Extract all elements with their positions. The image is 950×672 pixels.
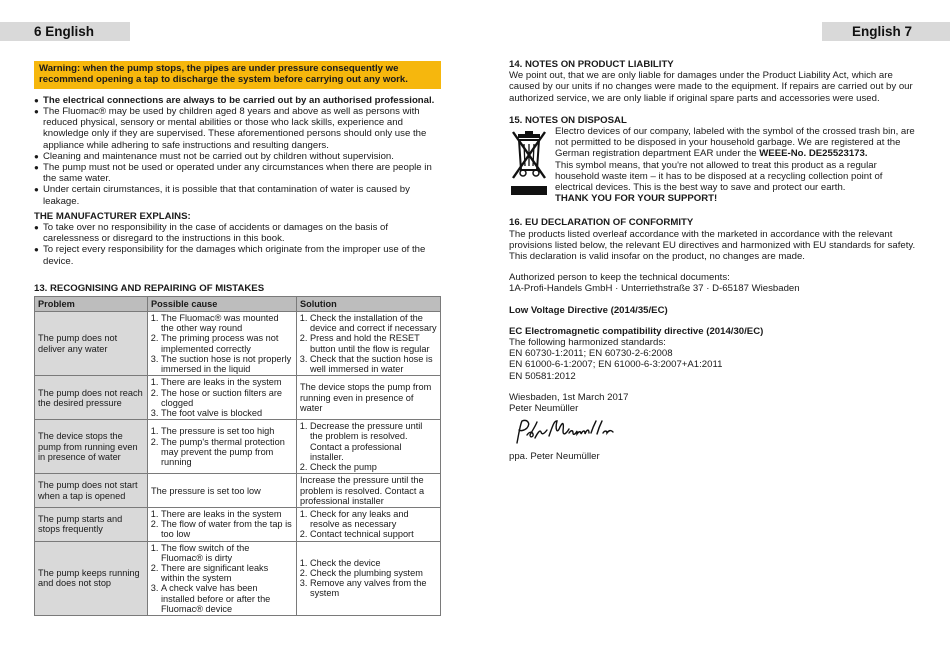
standard-item: EN 61000-6-1:2007; EN 61000-6-3:2007+A1:2011: [509, 359, 723, 371]
section-16-text: The products listed overleaf accordance with the marketed in accordance with the relevant provisions listed below, the relevant EU directives and harmonized with EU standards for safety. This declaration is valid insofar on the product, no changes are made.: [509, 228, 916, 263]
solution-item: 1. Decrease the pressure until the problem is resolved. Contact a professional installer.: [310, 421, 437, 462]
standard-item: EN 50581:2012: [509, 370, 576, 382]
weee-number: WEEE-No. DE25523173.: [759, 148, 868, 160]
section-13-title: 13. RECOGNISING AND REPAIRING OF MISTAKES: [34, 282, 265, 294]
table-row: [35, 507, 441, 541]
cause-item: 2. The hose or suction filters are clogged: [161, 388, 293, 408]
disposal-block: [509, 126, 919, 204]
solution-item: 2. Contact technical support: [310, 529, 437, 539]
standard-item: EN 60730-1:2011; EN 60730-2-6:2008: [509, 348, 673, 360]
cause-item: 2. There are significant leaks within the system: [161, 563, 293, 583]
cause-item: 2. The flow of water from the tap is too low: [161, 519, 293, 539]
bullet-item: ● Under certain cirumstances, it is possible that that contamination of water is caused by leakage.: [34, 184, 441, 206]
table-row: [35, 541, 441, 615]
solution-item: 1. Check for any leaks and resolve as necessary: [310, 509, 437, 529]
solution-cell: [297, 420, 441, 474]
bullet-item: ● The electrical connections are always to be carried out by an authorised professional.: [34, 95, 441, 106]
section-16-title: 16. EU DECLARATION OF CONFORMITY: [509, 217, 694, 229]
table-row: [35, 376, 441, 420]
solution-cell: [297, 507, 441, 541]
cause-item: 1. There are leaks in the system: [161, 509, 293, 519]
page-number-title-right: English 7: [852, 24, 913, 39]
cause-cell: [148, 376, 297, 420]
problem-cell: The device stops the pump from running even in presence of water: [35, 420, 148, 474]
table-row: [35, 474, 441, 508]
cause-item: 2. The priming process was not implemented correctly: [161, 333, 293, 353]
left-column: [34, 61, 441, 616]
section-14-text: We point out, that we are only liable for damages under the Product Liability Act, which are caused by our units if no changes were made to the equipment. If repairs are carried out by our authorized service, we are only liable if original spare parts and accessories were used.: [509, 70, 913, 104]
cause-item: 1. The flow switch of the Fluomac® is dirty: [161, 543, 293, 563]
problem-cell: The pump starts and stops frequently: [35, 507, 148, 541]
page-header-left: [0, 22, 130, 41]
bullet-item: ● The Fluomac® may be used by children aged 8 years and above as well as persons with reduced physical, sensory or mental abilities or those who lack skills, experience and knowledge only if they are supervised. These aforementioned persons should only use the appliance while adhering to safe instructions and resulting dangers.: [34, 106, 441, 151]
solution-cell: [297, 312, 441, 376]
signer-name: Peter Neumüller: [509, 403, 579, 415]
safety-bullets: [34, 95, 441, 207]
emc-directive: EC Electromagnetic compatibility directive (2014/30/EC): [509, 325, 764, 337]
page-header-right: [822, 22, 950, 41]
solution-item: 2. Press and hold the RESET button until the flow is regular: [310, 333, 437, 353]
cause-item: 1. The Fluomac® was mounted the other way round: [161, 313, 293, 333]
cause-item: 3. The suction hose is not properly immersed in the liquid: [161, 354, 293, 374]
disposal-text-2: This symbol means, that you're not allowed to treat this product as a regular household waste item – it has to be disposed at a recycling collection point of electrical devices. This is the best way to save and protect our earth.: [555, 159, 883, 194]
solution-item: 1. Check the device: [310, 558, 437, 568]
table-row: [35, 312, 441, 376]
bullet-item: ● To take over no responsibility in the case of accidents or damages on the basis of carelessness or disregard to the instructions in this book.: [34, 222, 441, 244]
bullet-item: ● To reject every responsibility for the damages which originate from the improper use of the device.: [34, 244, 441, 266]
standards-intro: The following harmonized standards:: [509, 337, 666, 349]
problem-cell: The pump does not deliver any water: [35, 312, 148, 376]
low-voltage-directive: Low Voltage Directive (2014/35/EC): [509, 304, 668, 316]
cause-item: 1. The pressure is set too high: [161, 426, 293, 436]
bullet-item: ● The pump must not be used or operated under any circumstances when there are people in the same water.: [34, 162, 441, 184]
problem-cell: The pump does not reach the desired pressure: [35, 376, 148, 420]
thank-you: THANK YOU FOR YOUR SUPPORT!: [555, 193, 718, 205]
bullet-item: ● Cleaning and maintenance must not be carried out by children without supervision.: [34, 151, 441, 162]
column-header-solution: Solution: [297, 297, 441, 312]
authorized-person-label: Authorized person to keep the technical documents:: [509, 272, 730, 284]
warning-box: Warning: when the pump stops, the pipes are under pressure consequently we recommend opening a tap to discharge the system before carrying out any work.: [34, 61, 441, 89]
troubleshooting-table: [34, 296, 441, 616]
cause-item: 3. A check valve has been installed before or after the Fluomac® device: [161, 583, 293, 614]
solution-cell: The device stops the pump from running even in presence of water: [297, 376, 441, 420]
manufacturer-heading: THE MANUFACTURER EXPLAINS:: [34, 210, 191, 222]
problem-cell: The pump keeps running and does not stop: [35, 541, 148, 615]
column-header-problem: Problem: [35, 297, 148, 312]
cause-cell: [148, 312, 297, 376]
cause-cell: The pressure is set too low: [148, 474, 297, 508]
ppa-signer: ppa. Peter Neumüller: [509, 451, 600, 463]
crossed-trash-bin-icon: [509, 128, 549, 200]
cause-cell: [148, 420, 297, 474]
solution-cell: [297, 541, 441, 615]
table-header-row: [35, 297, 441, 312]
handwritten-signature: [511, 417, 615, 449]
solution-item: 2. Check the pump: [310, 462, 437, 472]
manufacturer-list: [34, 222, 441, 267]
disposal-text: [555, 126, 919, 204]
cause-item: 1. There are leaks in the system: [161, 377, 293, 387]
right-column: [509, 59, 919, 462]
solution-item: 3. Remove any valves from the system: [310, 578, 437, 598]
page-number-title-left: 6 English: [34, 24, 95, 39]
solution-item: 2. Check the plumbing system: [310, 568, 437, 578]
cause-item: 3. The foot valve is blocked: [161, 408, 293, 418]
section-15-title: 15. NOTES ON DISPOSAL: [509, 114, 627, 126]
solution-item: 3. Check that the suction hose is well immersed in water: [310, 354, 437, 374]
column-header-cause: Possible cause: [148, 297, 297, 312]
solution-item: 1. Check the installation of the device and correct if necessary: [310, 313, 437, 333]
cause-cell: [148, 507, 297, 541]
place-date: Wiesbaden, 1st March 2017: [509, 391, 629, 403]
solution-cell: Increase the pressure until the problem is resolved. Contact a professional installer: [297, 474, 441, 508]
authorized-person-address: 1A-Profi-Handels GmbH · Unterriethstraße 37 · D-65187 Wiesbaden: [509, 283, 800, 295]
cause-item: 2. The pump's thermal protection may prevent the pump from running: [161, 437, 293, 468]
disposal-text-1: Electro devices of our company, labeled with the symbol of the crossed trash bin, are not permitted to be disposed in your household garbage. We are registered at the German registration department EAR under the: [555, 126, 915, 160]
section-14-title: 14. NOTES ON PRODUCT LIABILITY: [509, 59, 674, 70]
cause-cell: [148, 541, 297, 615]
table-row: [35, 420, 441, 474]
problem-cell: The pump does not start when a tap is opened: [35, 474, 148, 508]
